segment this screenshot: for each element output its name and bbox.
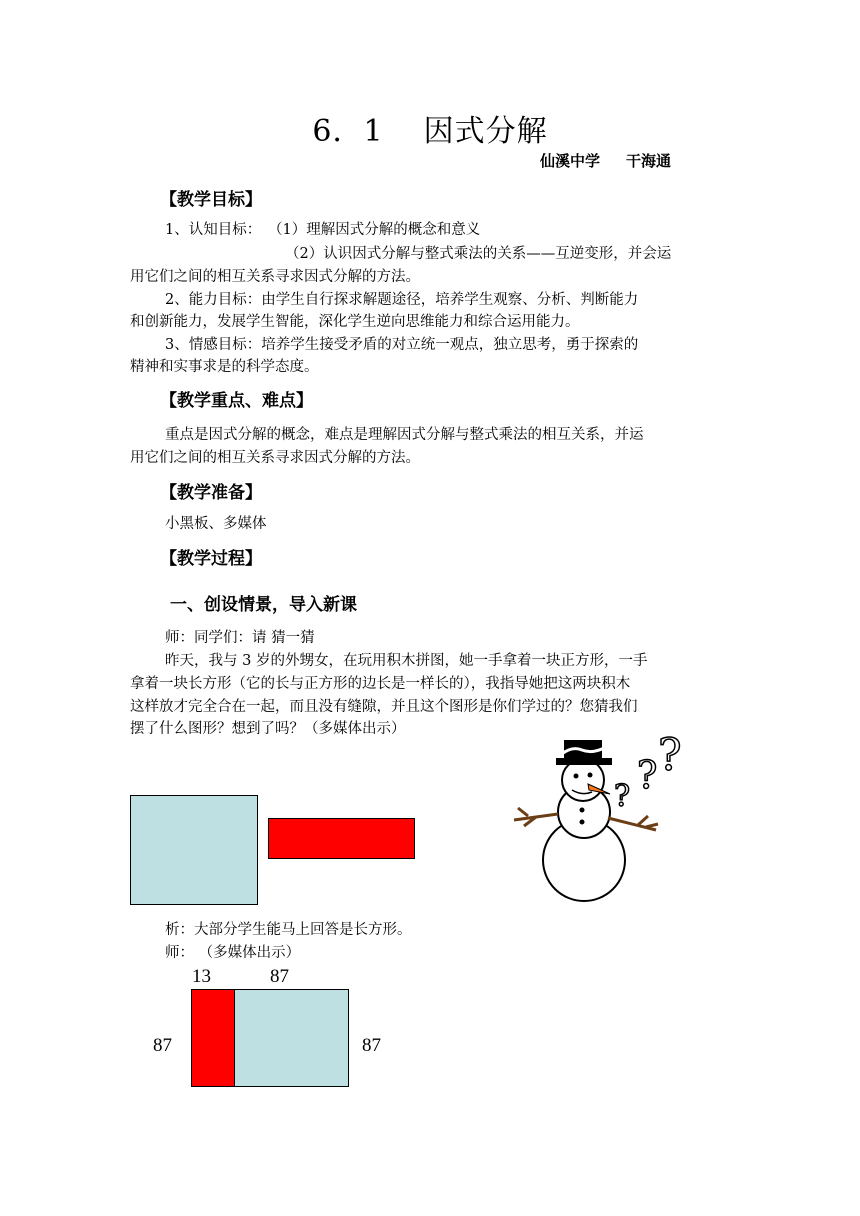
objective-2-line1: 2、能力目标：由学生自行探求解题途径，培养学生观察、分析、判断能力 bbox=[165, 292, 639, 308]
label-top-87: 87 bbox=[270, 966, 289, 987]
teacher-line-2: 师： （多媒体出示） bbox=[165, 945, 301, 961]
author-school: 仙溪中学 bbox=[540, 152, 601, 170]
author-line bbox=[540, 150, 671, 171]
page-title bbox=[0, 106, 860, 150]
objective-1-b-line2: 用它们之间的相互关系寻求因式分解的方法。 bbox=[130, 269, 420, 285]
story-line-4: 摆了什么图形？想到了吗？（多媒体出示） bbox=[130, 721, 406, 737]
svg-text:?: ? bbox=[637, 753, 658, 797]
svg-text:?: ? bbox=[614, 779, 631, 814]
square-block bbox=[130, 795, 258, 905]
objective-3-line2: 精神和实事求是的科学态度。 bbox=[130, 359, 319, 375]
key-points-line1: 重点是因式分解的概念，难点是理解因式分解与整式乘法的相互关系，并运 bbox=[165, 427, 644, 443]
key-points-line2: 用它们之间的相互关系寻求因式分解的方法。 bbox=[130, 450, 420, 466]
label-left-87: 87 bbox=[153, 1035, 172, 1056]
story-line-2: 拿着一块长方形（它的长与正方形的边长是一样长的），我指导她把这两块积木 bbox=[130, 676, 631, 692]
story-line-3: 这样放才完全合在一起，而且没有缝隙，并且这个图形是你们学过的？您猜我们 bbox=[130, 699, 638, 715]
process-subheading: 一、创设情景，导入新课 bbox=[170, 595, 357, 615]
story-line-1: 昨天，我与 3 岁的外甥女，在玩用积木拼图，她一手拿着一块正方形，一手 bbox=[165, 653, 648, 669]
objective-1-a: （1）理解因式分解的概念和意义 bbox=[268, 222, 481, 238]
key-points-heading: 【教学重点、难点】 bbox=[160, 391, 313, 411]
svg-text:?: ? bbox=[658, 730, 682, 781]
process-heading: 【教学过程】 bbox=[160, 549, 262, 569]
title-text: 因式分解 bbox=[423, 114, 548, 149]
snowman-icon bbox=[510, 728, 700, 908]
author-name: 干海通 bbox=[626, 152, 672, 170]
objective-1-label: 1、认知目标： bbox=[165, 222, 262, 238]
label-right-87: 87 bbox=[362, 1035, 381, 1056]
preparation-heading: 【教学准备】 bbox=[160, 483, 262, 503]
preparation-text: 小黑板、多媒体 bbox=[165, 516, 267, 532]
teacher-line-1: 师：同学们：请 猜一猜 bbox=[165, 630, 315, 646]
label-top-13: 13 bbox=[192, 966, 211, 987]
objective-3-line1: 3、情感目标：培养学生接受矛盾的对立统一观点，独立思考，勇于探索的 bbox=[165, 337, 639, 353]
combined-red-strip bbox=[191, 989, 235, 1087]
objective-1-b-line1: （2）认识因式分解与整式乘法的关系——互逆变形，并会运 bbox=[285, 246, 672, 262]
combined-blue-square bbox=[234, 989, 349, 1087]
rectangle-block bbox=[268, 818, 415, 859]
objective-2-line2: 和创新能力，发展学生智能，深化学生逆向思维能力和综合运用能力。 bbox=[130, 314, 580, 330]
analysis-line: 析：大部分学生能马上回答是长方形。 bbox=[165, 922, 412, 938]
title-number: 6．1 bbox=[312, 114, 384, 149]
objectives-heading: 【教学目标】 bbox=[160, 190, 262, 210]
